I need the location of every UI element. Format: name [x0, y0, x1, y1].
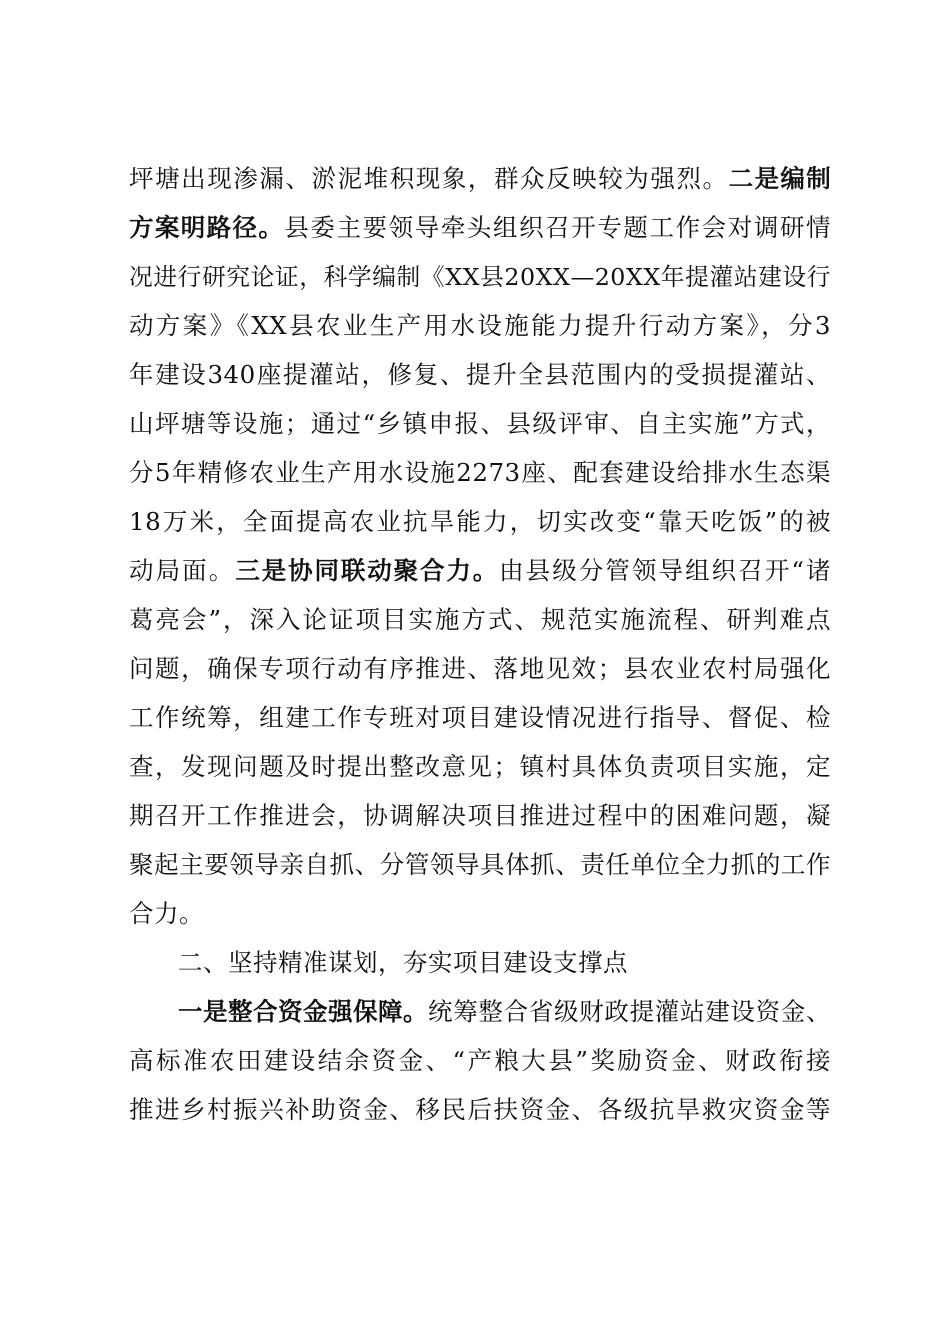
body-text: 18万米，全面提高农业抗旱能力，切实改变“靠天吃饭”的被: [129, 507, 831, 536]
bold-lead: 二是编制: [728, 164, 832, 193]
body-text: 葛亮会”，深入论证项目实施方式、规范实施流程、研判难点: [129, 605, 831, 634]
body-line-13: [129, 747, 831, 787]
body-line-3: [129, 257, 831, 297]
body-text: 县委主要领导牵头组织召开专题工作会对调研情: [284, 213, 831, 242]
body-text: 期召开工作推进会，协调解决项目推进过程中的困难问题，凝: [129, 801, 831, 830]
para2-line-1: [178, 992, 831, 1032]
body-text: 合力。: [129, 899, 204, 928]
body-line-15: [129, 845, 831, 885]
body-text: 况进行研究论证，科学编制《XX县20XX—20XX年提灌站建设行: [129, 263, 831, 291]
body-line-14: [129, 796, 831, 836]
bold-lead: 一是整合资金强保障。: [178, 997, 428, 1026]
bold-lead: 三是协同联动聚合力。: [235, 556, 500, 585]
body-text: 查，发现问题及时提出整改意见；镇村具体负责项目实施，定: [129, 752, 831, 781]
body-text: 推进乡村振兴补助资金、移民后扶资金、各级抗旱救灾资金等: [129, 1095, 831, 1124]
body-line-2: [129, 208, 831, 248]
body-text: 年建设340座提灌站，修复、提升全县范围内的受损提灌站、: [129, 360, 831, 389]
body-line-11: [129, 649, 831, 689]
body-text: 分5年精修农业生产用水设施2273座、配套建设给排水生态渠: [129, 458, 831, 487]
body-text: 高标准农田建设结余资金、“产粮大县”奖励资金、财政衔接: [129, 1046, 831, 1075]
para2-line-3: [129, 1090, 831, 1130]
body-line-9: [129, 551, 831, 591]
body-line-5: [129, 355, 831, 395]
body-line-10: [129, 600, 831, 640]
section-heading: 二、坚持精准谋划，夯实项目建设支撑点: [178, 948, 628, 977]
body-line-12: [129, 698, 831, 738]
body-text: 工作统筹，组建工作专班对项目建设情况进行指导、督促、检: [129, 703, 831, 732]
para2-line-2: [129, 1041, 831, 1081]
body-line-1: [129, 159, 831, 199]
body-text: 聚起主要领导亲自抓、分管领导具体抓、责任单位全力抓的工作: [129, 850, 831, 879]
body-line-8: [129, 502, 831, 542]
body-line-7: [129, 453, 831, 493]
body-text: 坪塘出现渗漏、淤泥堆积现象，群众反映较为强烈。: [129, 164, 729, 193]
body-text: 由县级分管领导组织召开“诸: [499, 556, 832, 585]
body-line-6: [129, 404, 831, 444]
body-text: 动方案》《XX县农业生产用水设施能力提升行动方案》，分3: [129, 311, 831, 340]
body-line-16: [129, 894, 831, 934]
bold-lead: 方案明路径。: [129, 213, 285, 242]
body-text: 动局面。: [129, 556, 236, 585]
body-text: 问题，确保专项行动有序推进、落地见效；县农业农村局强化: [129, 654, 831, 683]
body-text: 统筹整合省级财政提灌站建设资金、: [428, 997, 831, 1026]
body-line-4: [129, 306, 831, 346]
body-text: 山坪塘等设施；通过“乡镇申报、县级评审、自主实施”方式，: [129, 409, 831, 438]
